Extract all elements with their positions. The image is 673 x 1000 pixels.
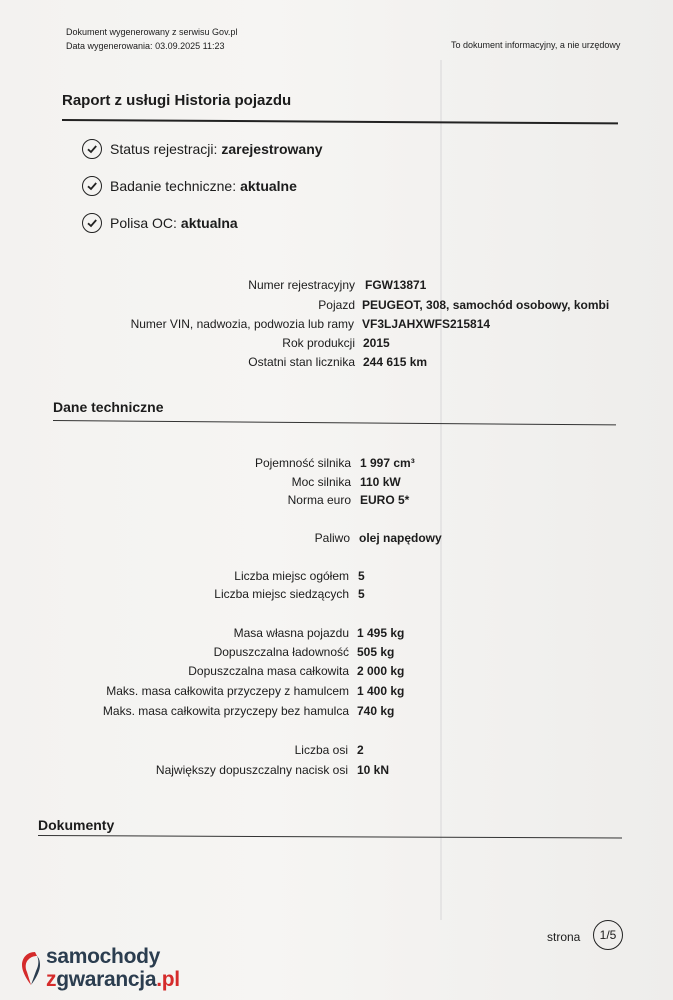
year-label: Rok produkcji: [282, 336, 355, 350]
vehicle-label: Pojazd: [318, 298, 355, 312]
curb-weight-label: Masa własna pojazdu: [233, 626, 349, 640]
row-fuel: [0, 531, 442, 547]
axle-load-value: 10 kN: [357, 763, 390, 777]
row-euro-norm: [0, 493, 410, 509]
registration-value: FGW13871: [365, 278, 427, 292]
logo-pin-icon: [20, 950, 42, 988]
axles-value: 2: [357, 743, 364, 757]
generation-info: [66, 25, 237, 53]
row-year: [0, 336, 390, 352]
status-insurance-label: Polisa OC:: [110, 215, 177, 231]
status-inspection: [82, 176, 297, 196]
engine-capacity-label: Pojemność silnika: [254, 456, 351, 470]
row-registration: [0, 278, 427, 294]
status-inspection-value: aktualne: [240, 178, 297, 194]
engine-capacity-value: 1 997 cm³: [360, 456, 415, 470]
trailer-braked-label: Maks. masa całkowita przyczepy z hamulcem: [106, 684, 349, 698]
gross-weight-value: 2 000 kg: [357, 664, 405, 678]
seats-total-label: Liczba miejsc ogółem: [234, 569, 349, 583]
row-trailer-unbraked: [0, 704, 395, 720]
check-circle-icon: [82, 176, 102, 196]
gross-weight-label: Dopuszczalna masa całkowita: [188, 664, 349, 678]
row-seats-sitting: [0, 587, 365, 603]
row-trailer-braked: [0, 684, 405, 700]
row-gross-weight: [0, 664, 405, 680]
row-vin: [0, 317, 491, 333]
seats-sitting-label: Liczba miejsc siedzących: [214, 587, 349, 601]
trailer-unbraked-value: 740 kg: [357, 704, 395, 718]
status-registration-label: Status rejestracji:: [110, 141, 218, 157]
page-label: strona: [547, 930, 581, 944]
row-axles: [0, 743, 364, 759]
generated-date-line: [66, 39, 237, 53]
payload-label: Dopuszczalna ładowność: [213, 645, 349, 659]
vin-label: Numer VIN, nadwozia, podwozia lub ramy: [130, 317, 354, 331]
check-circle-icon: [82, 213, 102, 233]
row-payload: [0, 645, 395, 661]
status-insurance-value: aktualna: [180, 215, 238, 231]
row-odometer: [0, 355, 428, 371]
check-circle-icon: [82, 139, 102, 159]
logo-text-gwarancja: gwarancja: [56, 968, 157, 991]
row-axle-load: [0, 763, 390, 779]
status-inspection-label: Badanie techniczne:: [110, 178, 237, 194]
seats-sitting-value: 5: [358, 587, 365, 601]
odometer-label: Ostatni stan licznika: [248, 355, 355, 369]
technical-section-title: Dane techniczne: [53, 399, 164, 415]
engine-power-value: 110 kW: [360, 475, 401, 489]
status-registration-value: zarejestrowany: [221, 141, 323, 157]
row-seats-total: [0, 569, 365, 585]
axles-label: Liczba osi: [294, 743, 348, 757]
report-title: Raport z usługi Historia pojazdu: [62, 92, 292, 109]
trailer-braked-value: 1 400 kg: [357, 684, 405, 698]
logo-text-z: z: [46, 968, 57, 991]
generated-by-text: Dokument wygenerowany z serwisu Gov.pl: [66, 27, 238, 37]
odometer-value: 244 615 km: [363, 355, 428, 369]
informational-notice: To dokument informacyjny, a nie urzędowy: [451, 40, 621, 50]
title-underline: [62, 119, 618, 124]
row-engine-capacity: [0, 456, 415, 472]
status-insurance: [82, 213, 238, 233]
logo-text-tld: .pl: [156, 968, 180, 991]
row-vehicle: [0, 298, 610, 314]
euro-norm-value: EURO 5*: [360, 493, 410, 507]
registration-label: Numer rejestracyjny: [248, 278, 355, 292]
row-curb-weight: [0, 626, 405, 642]
page-number: 1/5: [593, 920, 623, 950]
technical-section-underline: [53, 420, 616, 426]
documents-section-title: Dokumenty: [38, 817, 115, 833]
logo-text-line2: [46, 968, 180, 992]
bleed-through-shadow: [440, 60, 442, 920]
logo-text-line1: samochody: [46, 945, 160, 968]
generated-date-label: Data wygenerowania:: [66, 41, 153, 51]
vehicle-value: PEUGEOT, 308, samochód osobowy, kombi: [362, 298, 610, 312]
euro-norm-label: Norma euro: [287, 493, 351, 507]
engine-power-label: Moc silnika: [291, 475, 351, 489]
year-value: 2015: [363, 336, 390, 350]
fuel-label: Paliwo: [314, 531, 350, 545]
documents-section-underline: [38, 835, 622, 839]
fuel-value: olej napędowy: [359, 531, 442, 545]
curb-weight-value: 1 495 kg: [357, 626, 405, 640]
generated-date-value: 03.09.2025 11:23: [155, 41, 225, 51]
seats-total-value: 5: [358, 569, 365, 583]
row-engine-power: [0, 475, 401, 491]
trailer-unbraked-label: Maks. masa całkowita przyczepy bez hamulca: [102, 704, 349, 718]
status-registration: [82, 139, 323, 159]
axle-load-label: Największy dopuszczalny nacisk osi: [155, 763, 348, 777]
payload-value: 505 kg: [357, 645, 395, 659]
vin-value: VF3LJAHXWFS215814: [362, 317, 491, 331]
